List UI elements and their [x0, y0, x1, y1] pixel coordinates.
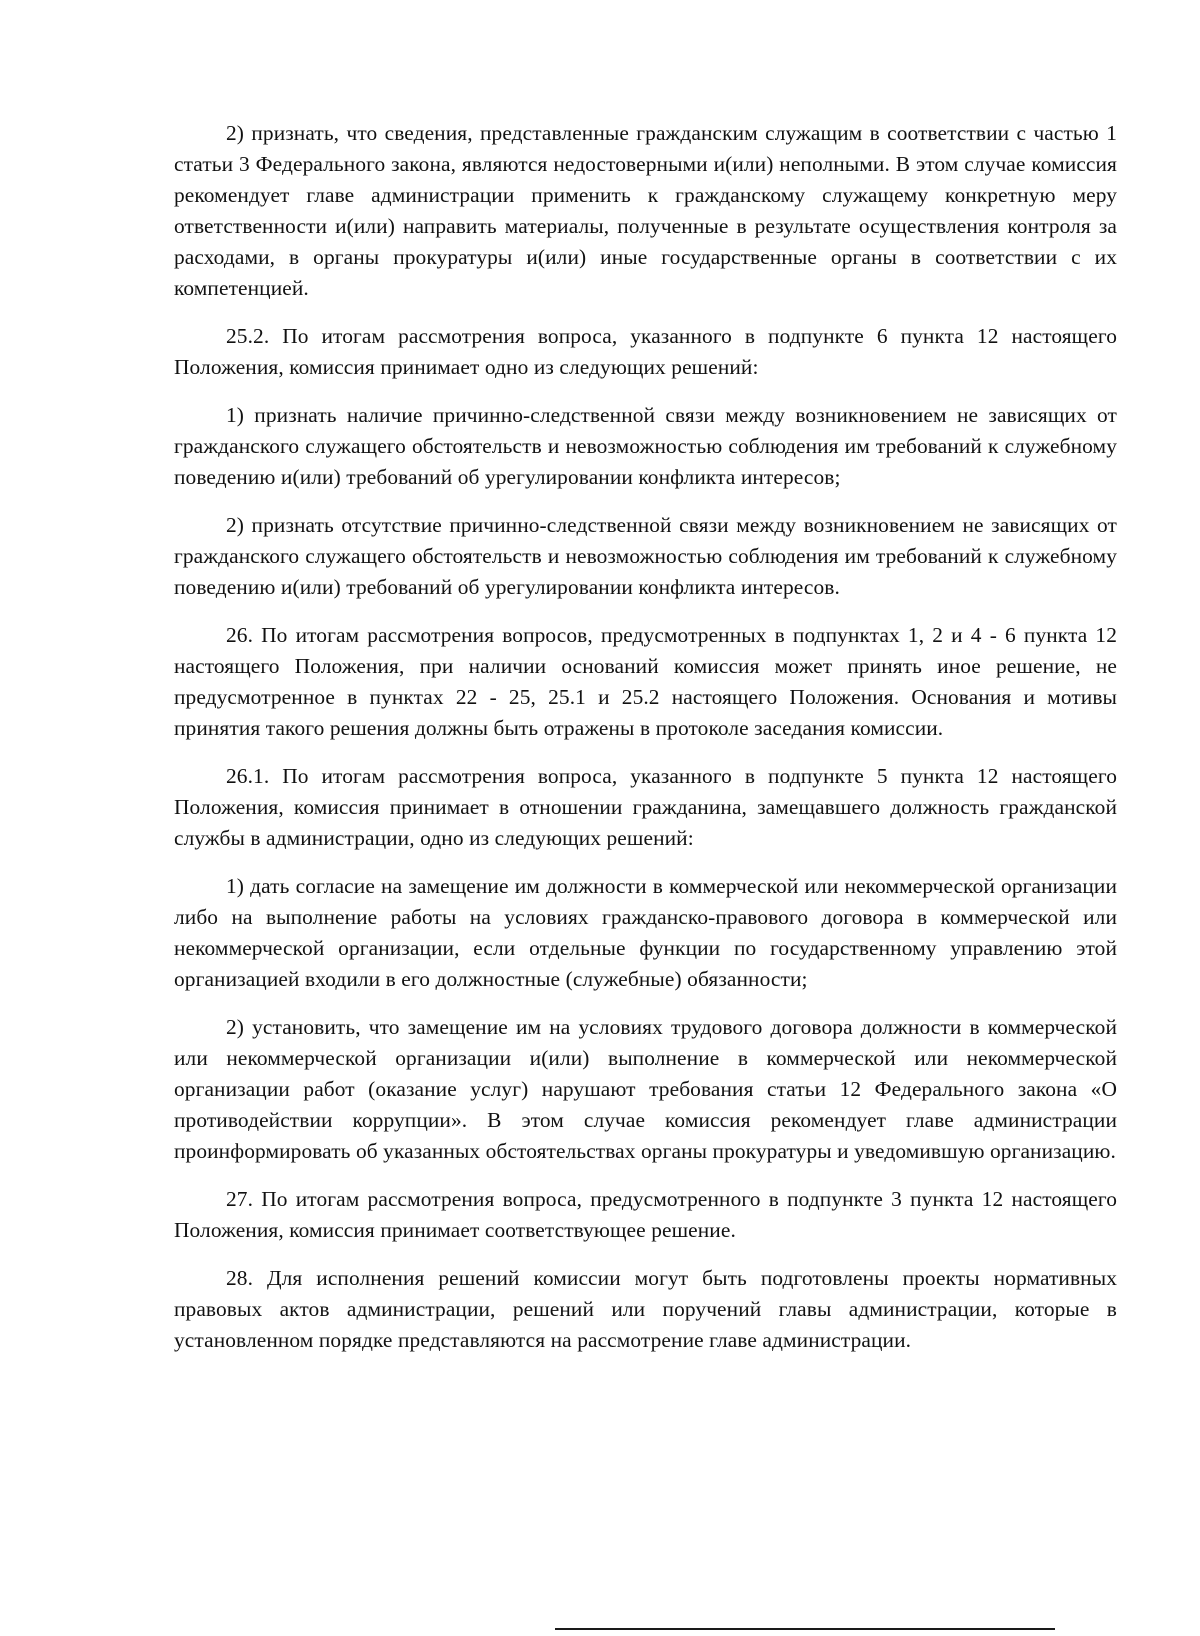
paragraph-25-2-item-1: 1) признать наличие причинно-следственной связи между возникновением не зависящих от гражданского служащего обстоятельств и невозможностью соблюдения им требований к служебному поведению и(или) требований об урегулировании конфликта интересов; [174, 403, 1117, 489]
paragraph-25-2-item-2: 2) признать отсутствие причинно-следственной связи между возникновением не зависящих от гражданского служащего обстоятельств и невозможностью соблюдения им требований к служебному поведению и(или) требований об урегулировании конфликта интересов. [174, 513, 1117, 599]
paragraph-25-2: 25.2. По итогам рассмотрения вопроса, указанного в подпункте 6 пункта 12 настоящего Положения, комиссия принимает одно из следующих решений: [174, 324, 1117, 379]
paragraph-25-1-item-2: 2) признать, что сведения, представленные гражданским служащим в соответствии с частью 1 статьи 3 Федерального закона, являются недостоверными и(или) неполными. В этом случае комиссия рекомендует главе администрации применить к гражданскому служащему конкретную меру ответственности и(или) направить материалы, полученные в результате осуществления контроля за расходами, в органы прокуратуры и(или) иные государственные органы в соответствии с их компетенцией. [174, 121, 1117, 300]
paragraph-26-1-item-1: 1) дать согласие на замещение им должности в коммерческой или некоммерческой организации либо на выполнение работы на условиях гражданско-правового договора в коммерческой или некоммерческой организации, если отдельные функции по государственному управлению этой организацией входили в его должностные (служебные) обязанности; [174, 874, 1117, 991]
paragraph-27: 27. По итогам рассмотрения вопроса, предусмотренного в подпункте 3 пункта 12 настоящего Положения, комиссия принимает соответствующее решение. [174, 1187, 1117, 1242]
page-bottom-rule [555, 1628, 1055, 1630]
paragraph-28: 28. Для исполнения решений комиссии могут быть подготовлены проекты нормативных правовых актов администрации, решений или поручений главы администрации, которые в установленном порядке представляются на рассмотрение главе администрации. [174, 1266, 1117, 1352]
paragraph-26-1: 26.1. По итогам рассмотрения вопроса, указанного в подпункте 5 пункта 12 настоящего Положения, комиссия принимает в отношении гражданина, замещавшего должность гражданской службы в администрации, одно из следующих решений: [174, 764, 1117, 850]
paragraph-26-1-item-2: 2) установить, что замещение им на условиях трудового договора должности в коммерческой или некоммерческой организации и(или) выполнение в коммерческой или некоммерческой организации работ (оказание услуг) нарушают требования статьи 12 Федерального закона «О противодействии коррупции». В этом случае комиссия рекомендует главе администрации проинформировать об указанных обстоятельствах органы прокуратуры и уведомившую организацию. [174, 1015, 1117, 1163]
document-page [174, 118, 1117, 1373]
paragraph-26: 26. По итогам рассмотрения вопросов, предусмотренных в подпунктах 1, 2 и 4 - 6 пункта 12 настоящего Положения, при наличии оснований комиссия может принять иное решение, не предусмотренное в пунктах 22 - 25, 25.1 и 25.2 настоящего Положения. Основания и мотивы принятия такого решения должны быть отражены в протоколе заседания комиссии. [174, 623, 1117, 740]
